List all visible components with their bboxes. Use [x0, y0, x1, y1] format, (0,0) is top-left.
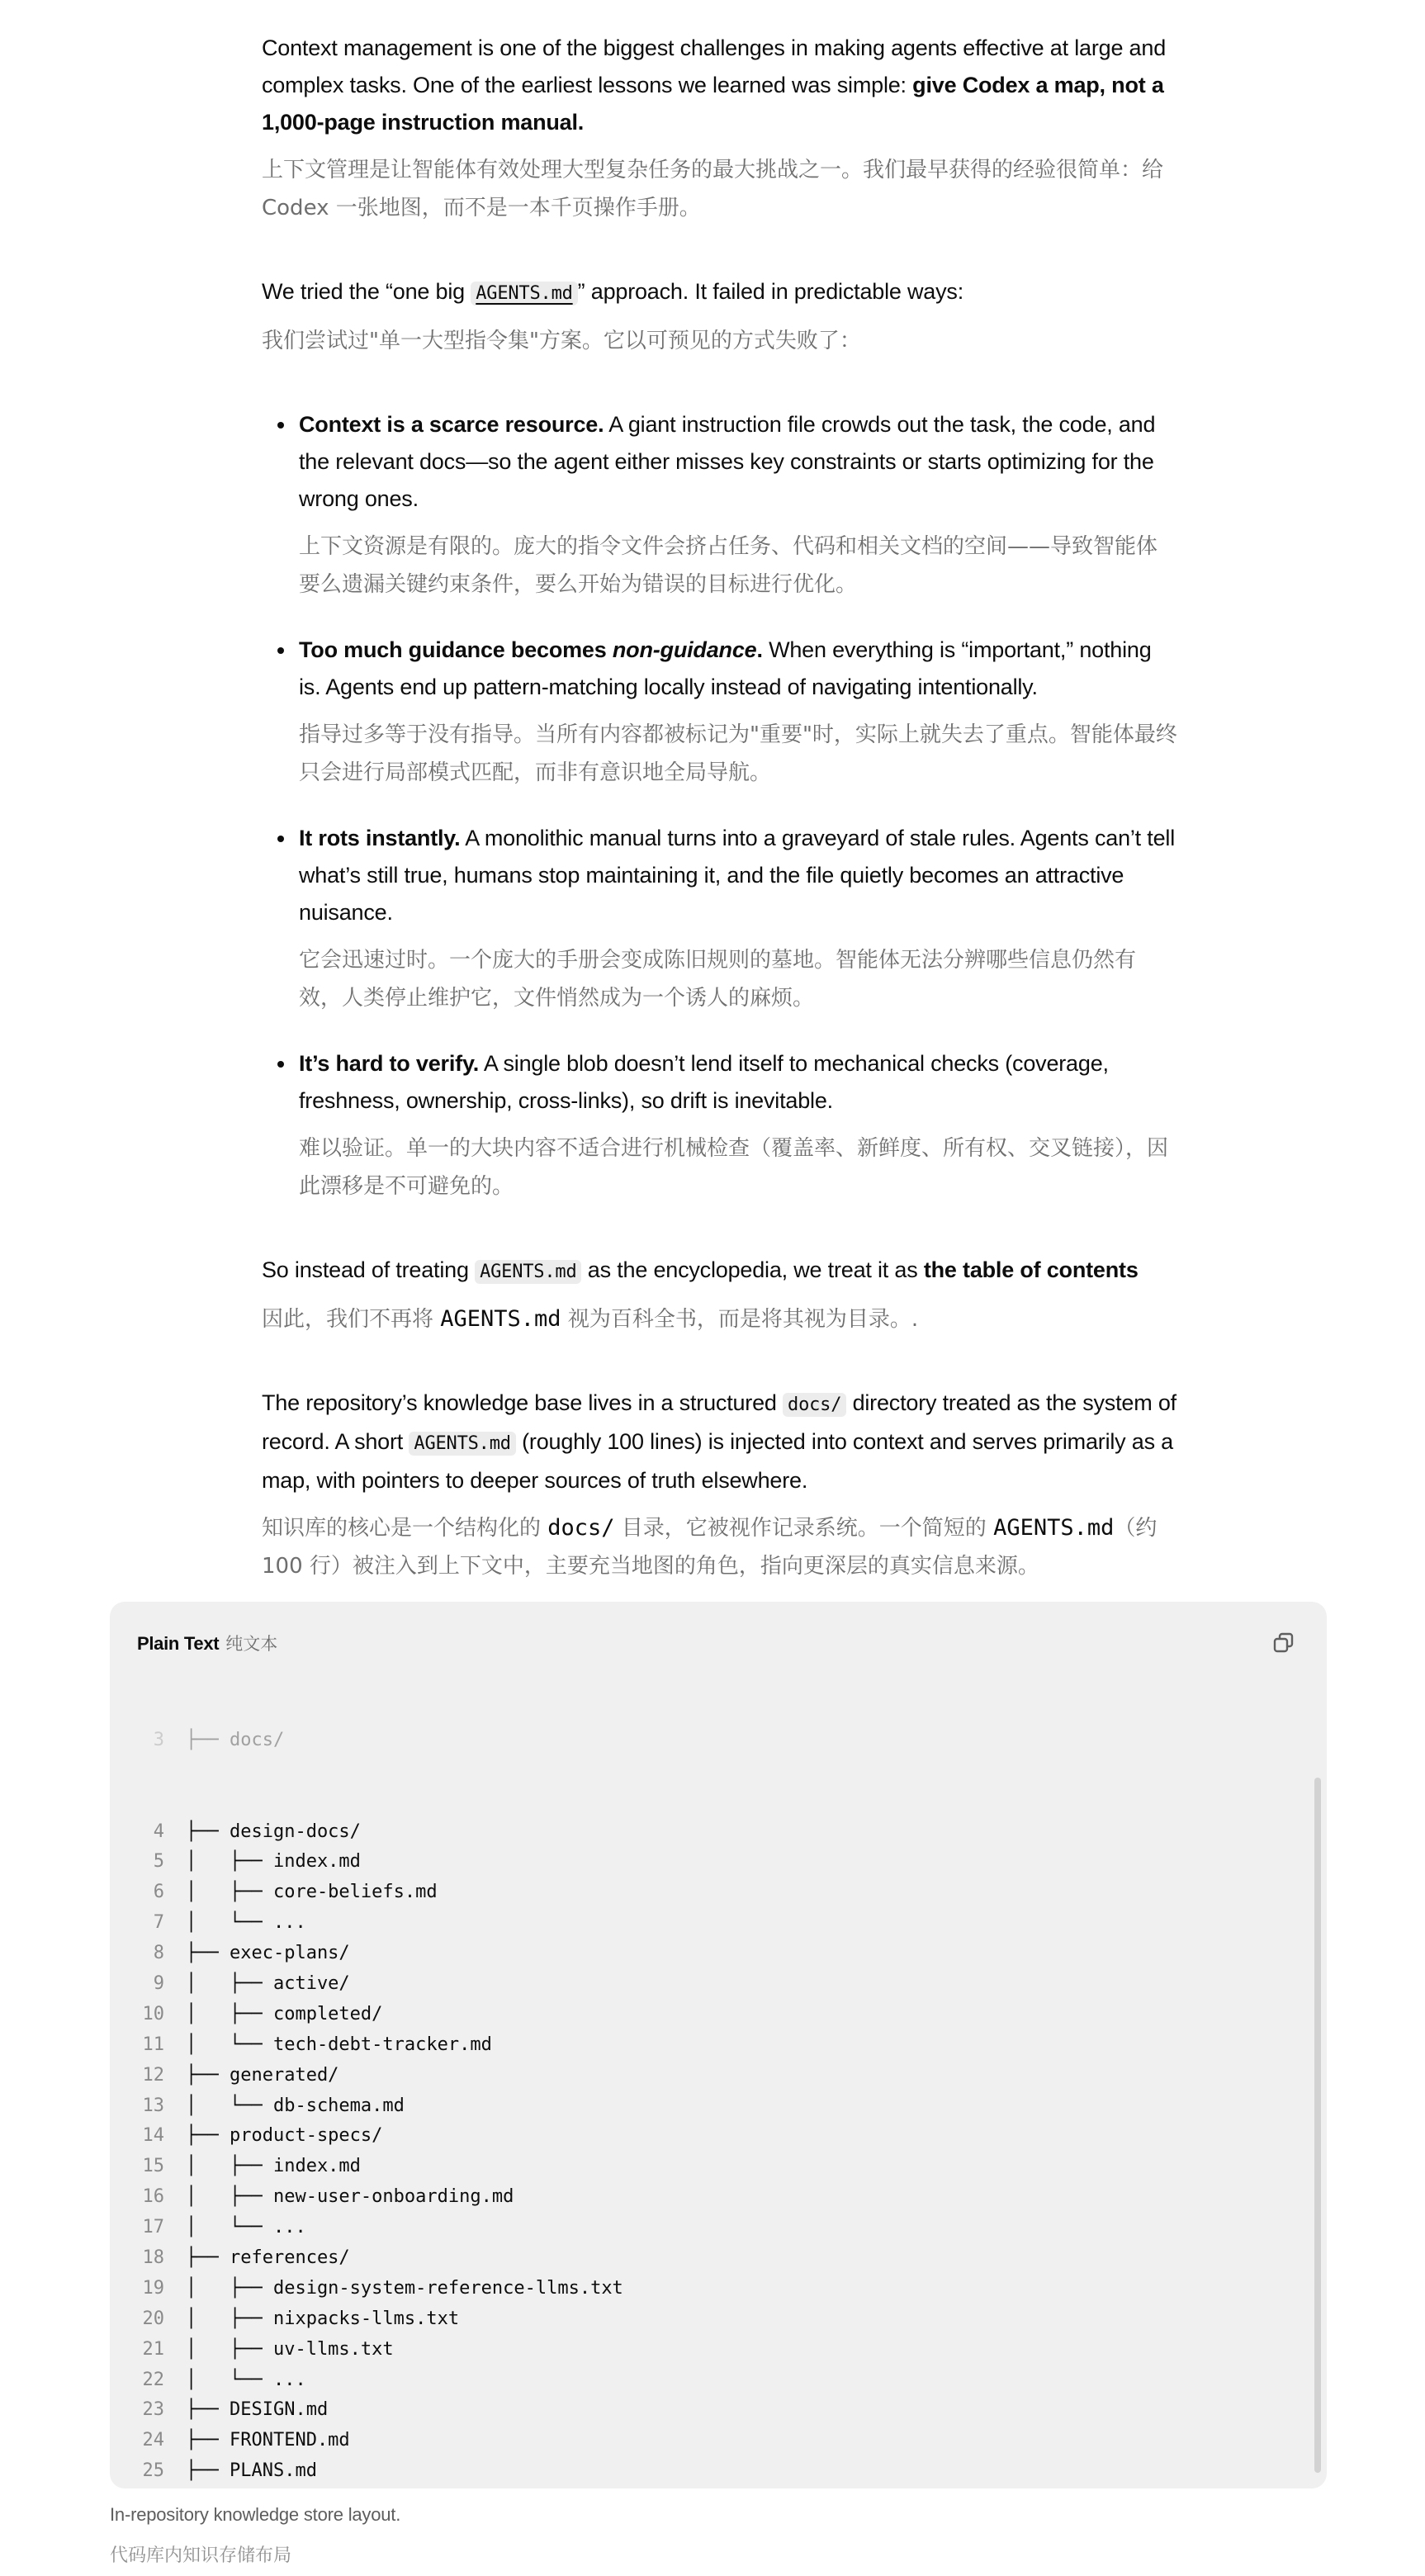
code-line [110, 1878, 623, 1908]
repo-zh: 知识库的核心是一个结构化的 docs/ 目录，它被视作记录系统。一个简短的 AGENTS.md（约 100 行）被注入到上下文中，主要充当地图的角色，指向更深层的真实信息来源。 [262, 1515, 1158, 1579]
line-content: │ ├── active/ [186, 1972, 350, 1994]
code-line-partial: 3 ├── docs/ [153, 1729, 285, 1750]
instead-en: So instead of treating AGENTS.md as the encyclopedia, we treat it as the table of contents [262, 1257, 1139, 1282]
code-line [110, 2091, 623, 2122]
inline-code: docs/ [783, 1393, 846, 1417]
code-lines [110, 1676, 623, 2488]
code-line [110, 2182, 623, 2213]
line-number: 18 [142, 2247, 164, 2268]
line-content: ├── product-specs/ [186, 2125, 383, 2147]
caption-zh: 代码库内知识存储布局 [110, 2545, 292, 2566]
line-number: 10 [142, 2003, 164, 2024]
failure-list [262, 406, 1178, 1205]
line-content: │ ├── index.md [186, 2156, 361, 2177]
code-line [110, 1908, 623, 1939]
inline-code: AGENTS.md [409, 1432, 515, 1456]
code-line [110, 1817, 623, 1848]
line-number: 24 [142, 2430, 164, 2451]
code-line [110, 2243, 623, 2274]
line-content: ├── references/ [186, 2247, 350, 2268]
line-content: │ ├── nixpacks-llms.txt [186, 2308, 460, 2329]
line-content: ├── design-docs/ [186, 1821, 361, 1842]
list-item: Context is a scarce resource. A giant instruction file crowds out the task, the code, and the relevant docs—so the agent either misses key constraints or starts optimizing for the wrong ones. 上下文资源是有限的。庞大的指令文件会挤占任务、代码和相关文档的空间——导致智能体要么遗漏关键约束条件，要么开始为错误的目标进行优化。 [299, 406, 1178, 604]
line-number: 4 [153, 1821, 164, 1842]
line-content: │ ├── new-user-onboarding.md [186, 2186, 514, 2208]
tried-zh: 我们尝试过"单一大型指令集"方案。它以可预见的方式失败了： [262, 329, 861, 353]
code-block [110, 1602, 1327, 2488]
code-line [110, 2456, 623, 2487]
code-scroll-area[interactable] [110, 1676, 1327, 2488]
caption-en: In-repository knowledge store layout. [110, 2504, 401, 2525]
list-item: Too much guidance becomes non-guidance. When everything is “important,” nothing is. Agents end up pattern-matching locally instead of navigating intentionally. 指导过多等于没有指导。当所有内容都被标记为"重要"时，实际上就失去了重点。智能体最终只会进行局部模式匹配，而非有意识地全局导航。 [299, 632, 1178, 792]
line-number: 22 [142, 2369, 164, 2390]
line-content: │ └── ... [186, 1912, 306, 1934]
line-number: 16 [142, 2186, 164, 2208]
code-language-label: Plain Text [137, 1633, 220, 1654]
intro-paragraph [262, 30, 1178, 227]
line-number: 14 [142, 2125, 164, 2147]
code-line [110, 2365, 623, 2396]
line-content: │ ├── design-system-reference-llms.txt [186, 2277, 623, 2299]
code-line [110, 2426, 623, 2456]
code-line [110, 1969, 623, 2000]
line-number: 19 [142, 2277, 164, 2299]
line-content [186, 2487, 405, 2488]
line-content: │ └── ... [186, 2217, 306, 2238]
code-line [110, 2213, 623, 2243]
line-number: 23 [142, 2399, 164, 2421]
line-number: 8 [153, 1943, 164, 1964]
line-number: 17 [142, 2217, 164, 2238]
line-content: ├── exec-plans/ [186, 1943, 350, 1964]
intro-emphasis: give Codex a map, not a 1,000-page instruction manual. [262, 73, 1164, 135]
line-content: │ ├── completed/ [186, 2003, 383, 2024]
line-number: 12 [142, 2064, 164, 2086]
line-number: 15 [142, 2156, 164, 2177]
line-number: 11 [142, 2034, 164, 2055]
line-number: 7 [153, 1912, 164, 1934]
copy-icon [1272, 1631, 1295, 1655]
line-content: │ └── db-schema.md [186, 2095, 405, 2116]
code-language-label-zh: 纯文本 [225, 1634, 278, 1654]
repo-paragraph [262, 1385, 1178, 1585]
line-number [110, 2487, 186, 2488]
instead-paragraph [262, 1252, 1178, 1338]
inline-code: AGENTS.md [475, 1260, 581, 1284]
instead-zh: 因此，我们不再将 AGENTS.md 视为百科全书，而是将其视为目录。. [262, 1306, 919, 1332]
repo-en: The repository’s knowledge base lives in a structured docs/ directory treated as the system of record. A short AGENTS.md (roughly 100 lines) is injected into context and serves primarily as a map, with pointers to deeper sources of truth elsewhere. [262, 1390, 1176, 1493]
scrollbar[interactable] [1314, 1778, 1321, 2473]
line-content: ├── generated/ [186, 2064, 339, 2086]
intro-en: Context management is one of the biggest challenges in making agents effective at large and complex tasks. One of the earliest lessons we learned was simple: give Codex a map, not a 1,000-page instruction manual. [262, 36, 1167, 135]
line-number: 9 [153, 1972, 164, 1994]
code-line [110, 2152, 623, 2182]
code-line [110, 2395, 623, 2426]
copy-button[interactable] [1272, 1631, 1295, 1655]
code-block-header [137, 1631, 277, 1656]
line-number: 21 [142, 2338, 164, 2360]
code-line [110, 2121, 623, 2152]
tried-en: We tried the “one big AGENTS.md ” approach. It failed in predictable ways: [262, 279, 964, 304]
line-number: 20 [142, 2308, 164, 2329]
line-content: │ ├── uv-llms.txt [186, 2338, 394, 2360]
code-line [110, 2335, 623, 2365]
article-body [262, 30, 1178, 1631]
intro-zh: 上下文管理是让智能体有效处理大型复杂任务的最大挑战之一。我们最早获得的经验很简单：给 Codex 一张地图，而不是一本千页操作手册。 [262, 158, 1164, 220]
code-line [110, 2487, 623, 2488]
line-content: │ ├── index.md [186, 1851, 361, 1873]
code-line [110, 2061, 623, 2091]
figure-caption [110, 2502, 1101, 2569]
line-content: │ └── tech-debt-tracker.md [186, 2034, 492, 2055]
code-line [110, 2030, 623, 2061]
line-content: ├── PLANS.md [186, 2460, 317, 2482]
line-number: 13 [142, 2095, 164, 2116]
line-number: 5 [153, 1851, 164, 1873]
code-line [110, 1847, 623, 1878]
tried-paragraph [262, 273, 1178, 360]
code-line [110, 2304, 623, 2335]
agents-md-link[interactable]: AGENTS.md [471, 282, 577, 305]
line-content: │ ├── core-beliefs.md [186, 1882, 438, 1903]
line-number: 25 [142, 2460, 164, 2482]
list-item: It’s hard to verify. A single blob doesn’t lend itself to mechanical checks (coverage, freshness, ownership, cross-links), so drift is inevitable. 难以验证。单一的大块内容不适合进行机械检查（覆盖率、新鲜度、所有权、交叉链接），因此漂移是不可避免的。 [299, 1045, 1178, 1205]
code-line [110, 1939, 623, 1969]
line-content: │ └── ... [186, 2369, 306, 2390]
code-line [110, 2274, 623, 2304]
line-content: ├── FRONTEND.md [186, 2430, 350, 2451]
line-number: 6 [153, 1882, 164, 1903]
list-item: It rots instantly. A monolithic manual turns into a graveyard of stale rules. Agents can’t tell what’s still true, humans stop maintaining it, and the file quietly becomes an attractive nuisance. 它会迅速过时。一个庞大的手册会变成陈旧规则的墓地。智能体无法分辨哪些信息仍然有效，人类停止维护它，文件悄然成为一个诱人的麻烦。 [299, 820, 1178, 1017]
line-content: ├── DESIGN.md [186, 2399, 329, 2421]
code-line [110, 2000, 623, 2030]
